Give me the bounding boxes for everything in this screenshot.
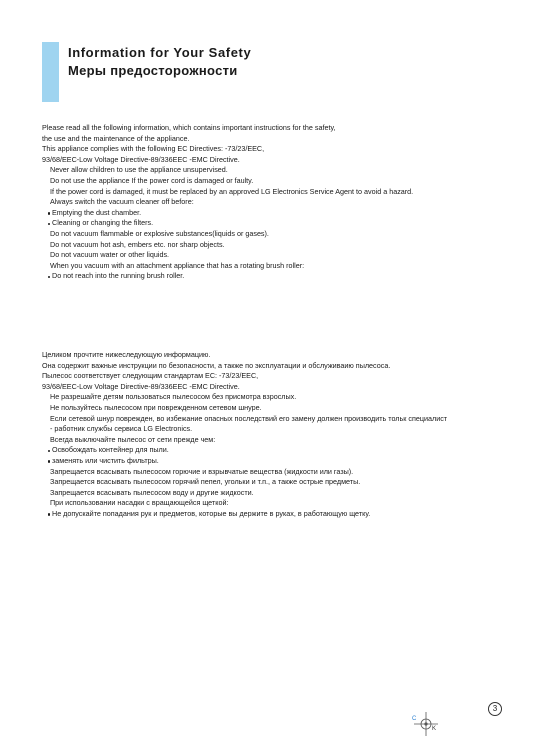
header-accent-bar: [42, 42, 59, 102]
text-line: Запрещается всасывать пылесосом горячий пепел, угольки и т.п., а также острые предметы.: [50, 477, 361, 487]
bullet-item: Не допускайте попадания рук и предметов, которые вы держите в руках, в работающую щетку.: [42, 509, 502, 520]
text-line: Целиком прочтите нижеследующую информацию.: [42, 350, 211, 359]
registration-mark: [414, 712, 438, 736]
text-line: Запрещается всасывать пылесосом горючие и взрывчатые вещества (жидкости или газы).: [50, 466, 354, 476]
crop-mark-label-c: C: [412, 716, 417, 722]
bullet-item: Do not reach into the running brush roller.: [42, 271, 502, 282]
text-line: Если сетевой шнур поврежден, во избежание опасных последствий его замену должен производить тольк специалист: [50, 413, 448, 423]
text-line: Do not vacuum hot ash, embers etc. nor sharp objects.: [50, 239, 225, 249]
text-line: Она содержит важные инструкции по безопасности, а также по эксплуатации и обслуживаию пылесоса.: [42, 360, 391, 370]
text-line: This appliance complies with the following EC Directives: -73/23/EEC,: [42, 144, 265, 154]
text-line: 93/68/EEC-Low Voltage Directive-89/336EEC -EMC Directive.: [42, 154, 240, 164]
russian-safety-section: [42, 350, 502, 520]
page-number-badge: 3: [488, 702, 502, 716]
text-line: the use and the maintenance of the appliance.: [42, 133, 190, 143]
text-line: Запрещается всасывать пылесосом воду и другие жидкости.: [50, 487, 254, 497]
text-line: Always switch the vacuum cleaner off before:: [50, 197, 194, 207]
text-line: 93/68/EEC-Low Voltage Directive-89/336EEC -EMC Directive.: [42, 381, 240, 391]
text-line: Пылесос соответствует следующим стандартам ЕС: -73/23/EEC,: [42, 371, 259, 381]
text-line: Всегда выключайте пылесос от сети прежде чем:: [50, 434, 216, 444]
text-line: When you vacuum with an attachment appliance that has a rotating brush roller:: [50, 260, 305, 270]
text-line: Do not vacuum water or other liquids.: [50, 250, 170, 260]
text-line: Never allow children to use the appliance unsupervised.: [50, 165, 228, 175]
title-english: Information for Your Safety: [68, 45, 252, 60]
text-line: При использовании насадки с вращающейся щеткой:: [50, 498, 229, 508]
text-line: Не разрешайте детям пользоваться пылесосом без присмотра взрослых.: [50, 392, 297, 402]
text-line: Please read all the following information, which contains important instructions for the safety,: [42, 123, 336, 132]
crop-mark-label-k: K: [432, 726, 437, 732]
text-line: - работник службы сервиса LG Electronics.: [50, 424, 193, 434]
text-line: If the power cord is damaged, it must be replaced by an approved LG Electronics Service Agent to avoid a hazard.: [50, 186, 414, 196]
page-header: [68, 44, 251, 80]
text-line: Не пользуйтесь пылесосом при поврежденном сетевом шнуре.: [50, 402, 262, 412]
text-line: Do not use the appliance If the power cord is damaged or faulty.: [50, 175, 254, 185]
title-russian: Меры предосторожности: [68, 63, 238, 78]
bullet-item: Emptying the dust chamber.: [42, 208, 502, 219]
text-line: Do not vacuum flammable or explosive substances(liquids or gases).: [50, 228, 269, 238]
bullet-item: Cleaning or changing the filters.: [42, 218, 502, 229]
english-safety-section: [42, 123, 502, 282]
bullet-item: Освобождать контейнер для пыли.: [42, 445, 502, 456]
bullet-item: заменять или чистить фильтры.: [42, 456, 502, 467]
